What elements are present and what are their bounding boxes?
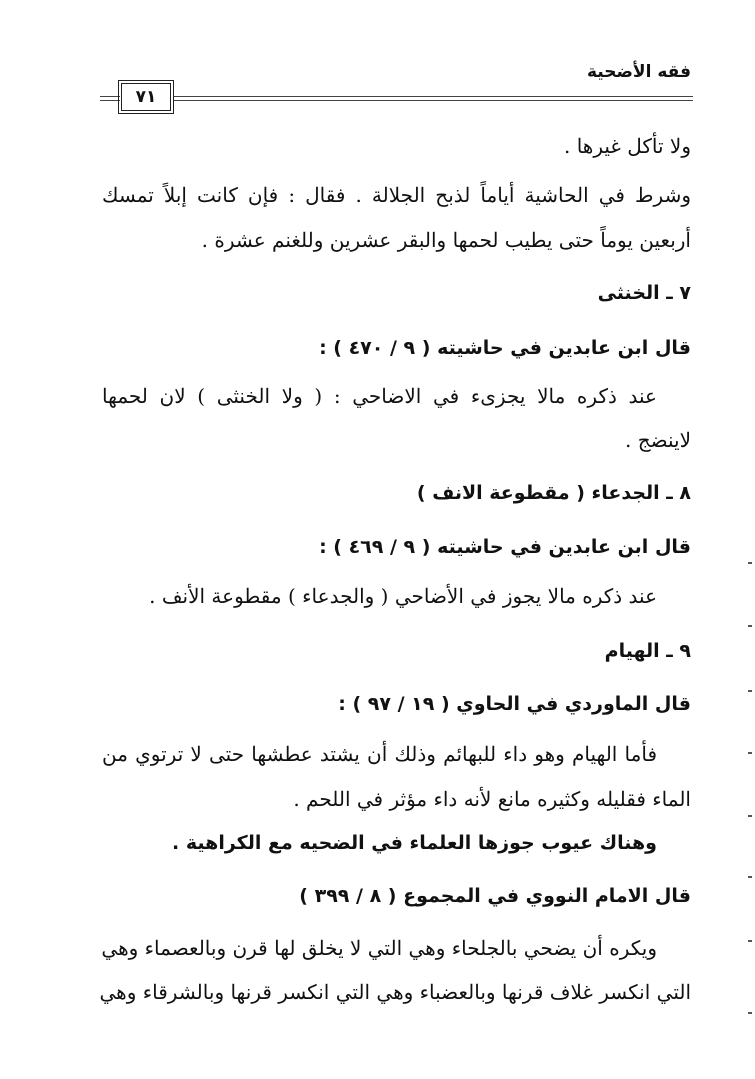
scan-edge-mark (748, 1012, 752, 1014)
body-line: التي انكسر غلاف قرنها وبالعضباء وهي التي انكسر قرنها وبالشرقاء وهي (99, 980, 691, 1004)
header-rule-left (100, 96, 120, 101)
header-rule (174, 96, 693, 101)
running-header-title: فقه الأضحية (586, 62, 691, 82)
scan-edge-mark (748, 625, 752, 627)
scan-edge-mark (748, 876, 752, 878)
citation-heading: قال الامام النووي في المجموع ( ٨ / ٣٩٩ ) (299, 885, 691, 907)
body-line: ويكره أن يضحي بالجلحاء وهي التي لا يخلق لها قرن وبالعصماء وهي (101, 936, 657, 960)
scan-edge-mark (748, 815, 752, 817)
scan-edge-mark (748, 690, 752, 692)
scan-edge-mark (748, 940, 752, 942)
scan-edge-mark (748, 562, 752, 564)
body-line: أربعين يوماً حتى يطيب لحمها والبقر عشرين وللغنم عشرة . (201, 228, 691, 252)
section-heading: ٧ ـ الخنثى (597, 282, 691, 304)
body-line: عند ذكره مالا يجوز في الأضاحي ( والجدعاء ) مقطوعة الأنف . (149, 584, 657, 608)
body-line: ولا تأكل غيرها . (564, 134, 691, 158)
body-line: وشرط في الحاشية أياماً لذبح الجلالة . فقال : فإن كانت إبلاً تمسك (102, 183, 691, 207)
note-line: وهناك عيوب جوزها العلماء في الضحيه مع الكراهية . (172, 832, 657, 854)
section-heading: ٨ ـ الجدعاء ( مقطوعة الانف ) (416, 482, 691, 504)
citation-heading: قال ابن عابدين في حاشيته ( ٩ / ٤٧٠ ) : (319, 337, 691, 359)
citation-heading: قال ابن عابدين في حاشيته ( ٩ / ٤٦٩ ) : (319, 536, 691, 558)
scan-edge-mark (748, 752, 752, 754)
page-number: ٧١ (121, 83, 171, 111)
body-line: لاينضج . (625, 428, 691, 452)
body-line: عند ذكره مالا يجزىء في الاضاحي : ( ولا الخنثى ) لان لحمها (102, 384, 657, 408)
citation-heading: قال الماوردي في الحاوي ( ١٩ / ٩٧ ) : (338, 693, 691, 715)
body-line: الماء فقليله وكثيره مانع لأنه داء مؤثر في اللحم . (293, 787, 691, 811)
body-line: فأما الهيام وهو داء للبهائم وذلك أن يشتد عطشها حتى لا ترتوي من (102, 742, 657, 766)
section-heading: ٩ ـ الهيام (604, 640, 691, 662)
